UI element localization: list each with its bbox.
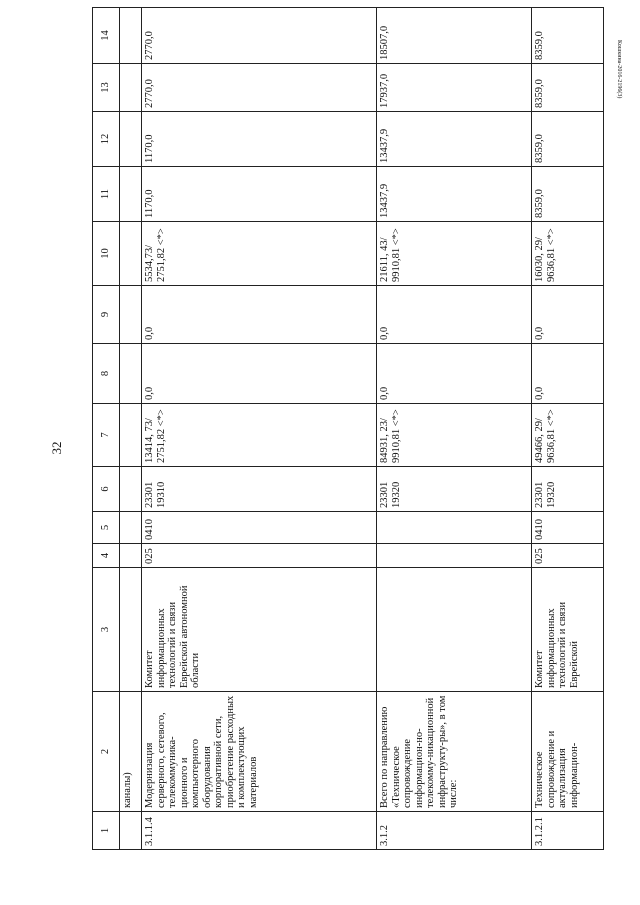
table-cell: [120, 64, 142, 112]
row-value: 0,0: [142, 286, 377, 344]
row-section: 0410: [142, 512, 377, 544]
row-grbs: 025: [532, 544, 604, 568]
row-code: 3.1.2.1: [532, 812, 604, 850]
header-cell: 4: [93, 544, 120, 568]
table-cell: [120, 544, 142, 568]
row-article: 23301 19320: [377, 467, 532, 512]
row-total: 13414, 73/ 2751,82 <*>: [142, 404, 377, 467]
header-cell: 13: [93, 64, 120, 112]
row-code: 3.1.2: [377, 812, 532, 850]
continuation-row: [120, 8, 142, 850]
row-value: 13437,9: [377, 167, 532, 222]
row-title: Модернизация серверного, сетевого, телекоммуника-ционного и компьютерного оборудования корпоративной сети, приобретение расходных и комплектующих материалов: [142, 692, 377, 812]
row-value: 0,0: [377, 344, 532, 404]
row-value: 2770,0: [142, 8, 377, 64]
table-cell: [120, 8, 142, 64]
header-cell: 9: [93, 286, 120, 344]
table-cell: [120, 286, 142, 344]
row-grbs: 025: [142, 544, 377, 568]
row-executor: Комитет информационных технологий и связи Еврейской: [532, 568, 604, 692]
row-value: 21611, 43/ 9910,81 <*>: [377, 222, 532, 286]
row-value: 0,0: [532, 344, 604, 404]
row-total: 49466, 29/ 9636,81 <*>: [532, 404, 604, 467]
row-executor: [377, 568, 532, 692]
row-code: 3.1.1.4: [142, 812, 377, 850]
table-cell: [120, 812, 142, 850]
row-grbs: [377, 544, 532, 568]
table-row: [377, 8, 532, 850]
row-value: 0,0: [377, 286, 532, 344]
row-executor: Комитет информационных технологий и связи Еврейской автономной области: [142, 568, 377, 692]
row-value: 8359,0: [532, 167, 604, 222]
row-value: 5534,73/ 2751,82 <*>: [142, 222, 377, 286]
table-row: [532, 8, 604, 850]
row-value: 2770,0: [142, 64, 377, 112]
budget-table: [92, 7, 604, 850]
row-section: [377, 512, 532, 544]
row-value: 1170,0: [142, 167, 377, 222]
table-cell: [120, 512, 142, 544]
header-cell: 2: [93, 692, 120, 812]
row-article: 23301 19320: [532, 467, 604, 512]
row-value: 0,0: [142, 344, 377, 404]
rotated-table-container: [92, 25, 604, 850]
row-value: 1170,0: [142, 112, 377, 167]
header-cell: 6: [93, 467, 120, 512]
row-value: 8359,0: [532, 112, 604, 167]
table-cell: [120, 344, 142, 404]
row-section: 0410: [532, 512, 604, 544]
row-title: Техническое сопровождение и актуализация информацион-: [532, 692, 604, 812]
side-note: [612, 40, 626, 160]
row-value: 16030, 29/ 9636,81 <*>: [532, 222, 604, 286]
table-row: [142, 8, 377, 850]
row-value: 8359,0: [532, 8, 604, 64]
row-title: Всего по направлению «Техническое сопровождение информацион-но-телекомму-никационной инфраструкту-ры», в том числе:: [377, 692, 532, 812]
row-value: 18507,0: [377, 8, 532, 64]
row-value: 8359,0: [532, 64, 604, 112]
table-cell: [120, 568, 142, 692]
header-cell: 7: [93, 404, 120, 467]
table-cell: [120, 112, 142, 167]
page-number: 32: [49, 441, 64, 455]
header-cell: 8: [93, 344, 120, 404]
header-cell: 14: [93, 8, 120, 64]
table-cell: [120, 467, 142, 512]
row-total: 84931, 23/ 9910,81 <*>: [377, 404, 532, 467]
row-article: 23301 19310: [142, 467, 377, 512]
header-cell: 10: [93, 222, 120, 286]
header-cell: 3: [93, 568, 120, 692]
side-note-text: Кошкина-2016-2196(3): [616, 40, 622, 99]
header-cell: 11: [93, 167, 120, 222]
row-value: 17937,0: [377, 64, 532, 112]
header-row: [93, 8, 120, 850]
table-cell: [120, 404, 142, 467]
row-value: 13437,9: [377, 112, 532, 167]
table-cell: [120, 222, 142, 286]
header-cell: 5: [93, 512, 120, 544]
row-value: 0,0: [532, 286, 604, 344]
continuation-text: каналы): [120, 692, 142, 812]
header-cell: 1: [93, 812, 120, 850]
header-cell: 12: [93, 112, 120, 167]
table-cell: [120, 167, 142, 222]
